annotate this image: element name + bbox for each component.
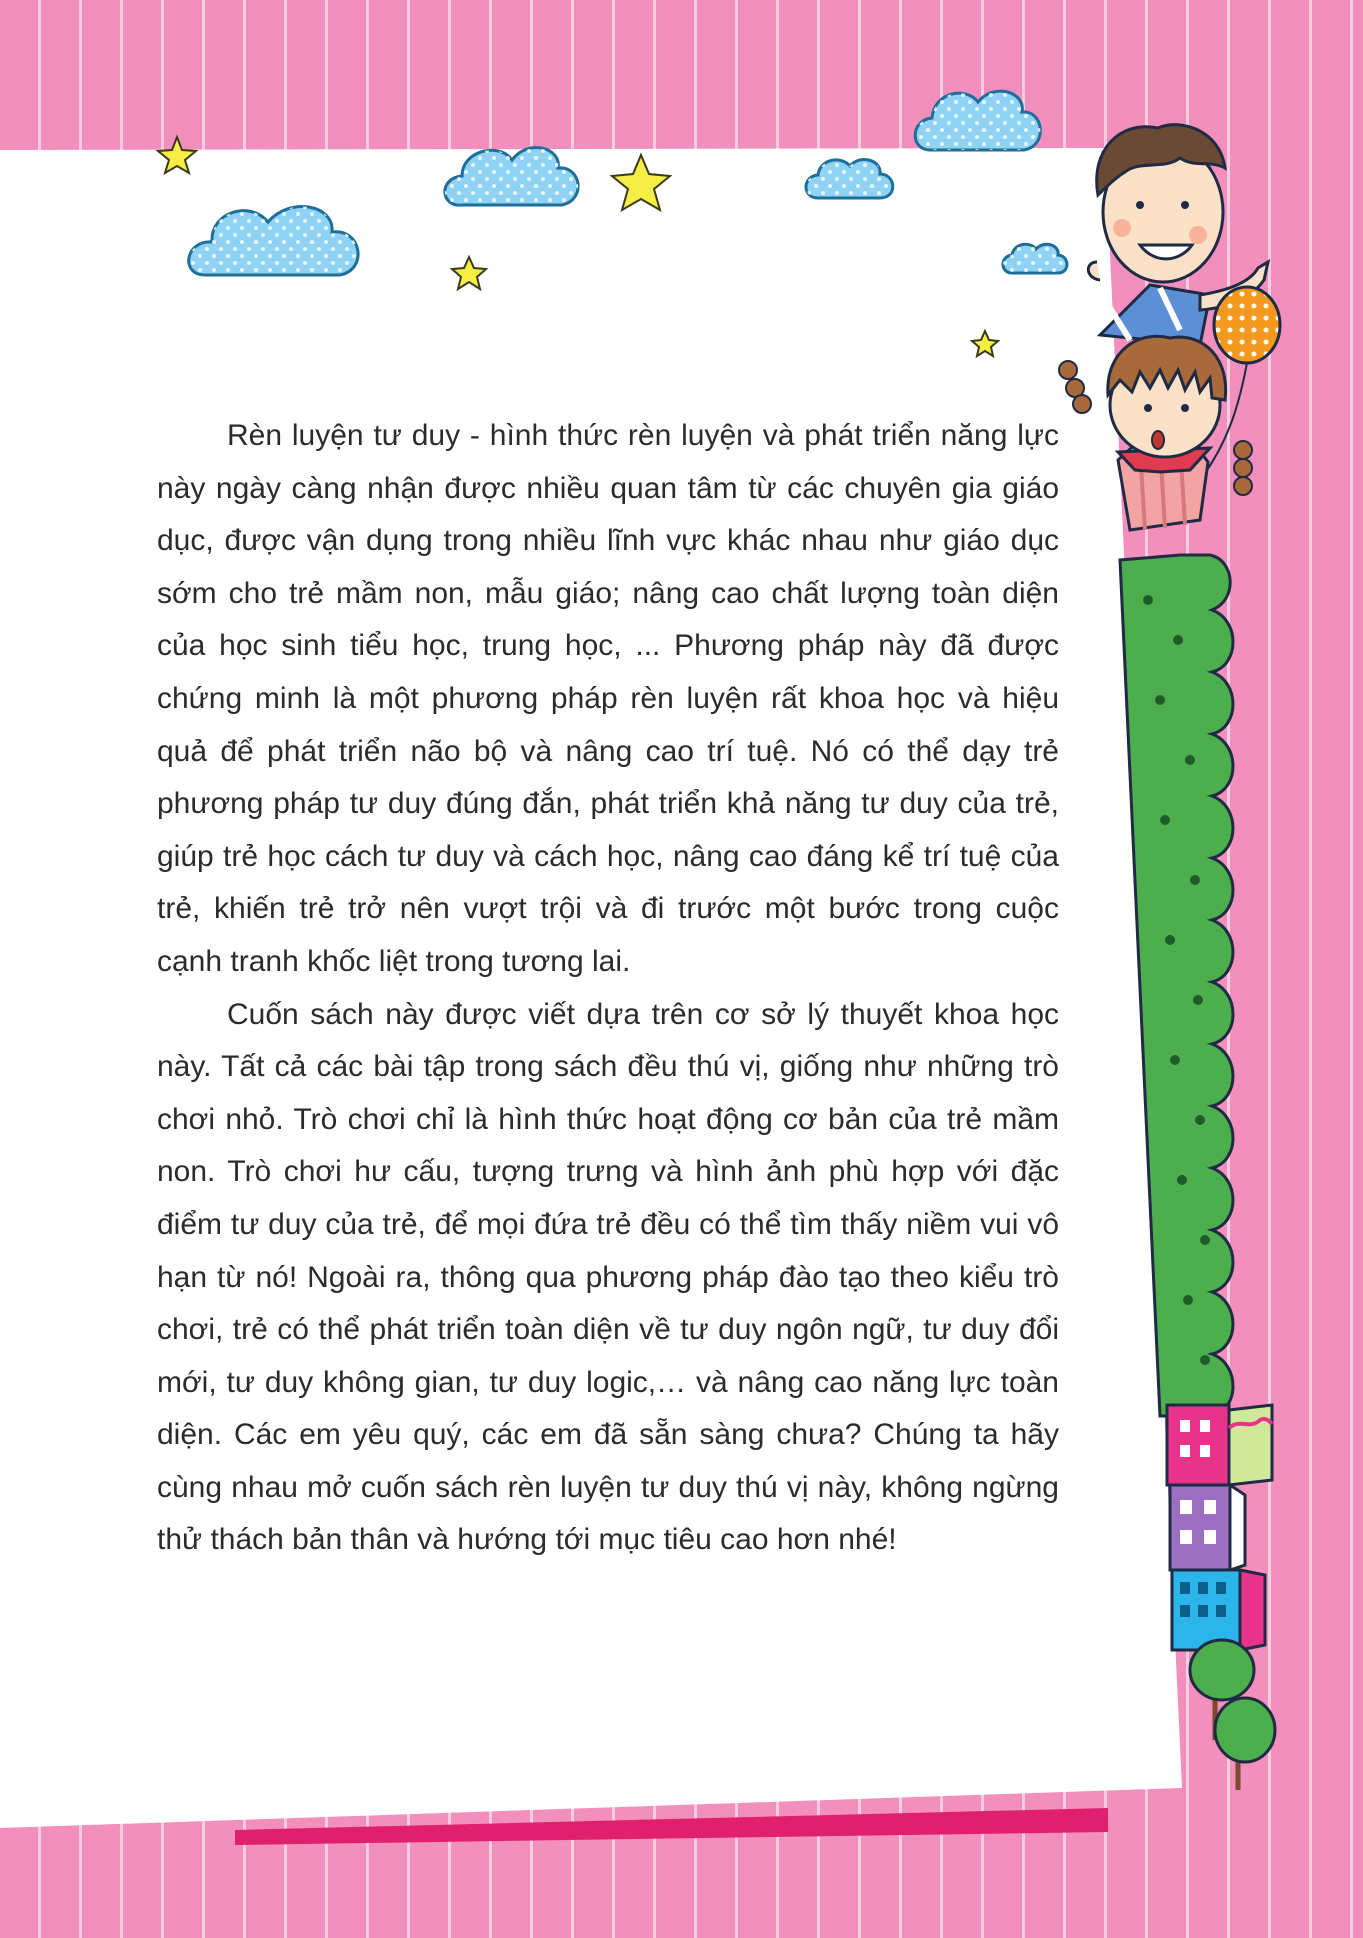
paragraph: Rèn luyện tư duy - hình thức rèn luyện và phát triển năng lực này ngày càng nhận được nhiều quan tâm từ các chuyên gia giáo dục, được vận dụng trong nhiều lĩnh vực khác nhau như giáo dục sớm cho trẻ mầm non, mẫu giáo; nâng cao chất lượng toàn diện của học sinh tiểu học, trung học, ... Phương pháp này đã được chứng minh là một phương pháp rèn luyện rất khoa học và hiệu quả để phát triển não bộ và nâng cao trí tuệ. Nó có thể dạy trẻ phương pháp tư duy đúng đắn, phát triển khả năng tư duy của trẻ, giúp trẻ học cách tư duy và cách học, nâng cao đáng kể trí tuệ của trẻ, khiến trẻ trở nên vượt trội và đi trước một bước trong cuộc cạnh tranh khốc liệt trong tương lai.: [157, 419, 1059, 978]
tree-icon: [1215, 1698, 1275, 1790]
cloud-icon: [915, 91, 1040, 150]
paragraph: Cuốn sách này được viết dựa trên cơ sở lý thuyết khoa học này. Tất cả các bài tập trong sách đều thú vị, giống như những trò chơi nhỏ. Trò chơi chỉ là hình thức hoạt động cơ bản của trẻ mầm non. Trò chơi hư cấu, tượng trưng và hình ảnh phù hợp với đặc điểm tư duy của trẻ, để mọi đứa trẻ đều có thể tìm thấy niềm vui vô hạn từ nó! Ngoài ra, thông qua phương pháp đào tạo theo kiểu trò chơi, trẻ có thể phát triển toàn diện về tư duy ngôn ngữ, tư duy đổi mới, tư duy không gian, tư duy logic,… và nâng cao năng lực toàn diện. Các em yêu quý, các em đã sẵn sàng chưa? Chúng ta hãy cùng nhau mở cuốn sách rèn luyện tư duy thú vị này, không ngừng thử thách bản thân và hướng tới mục tiêu cao hơn nhé!: [157, 997, 1059, 1557]
buildings-decoration: [1167, 1405, 1272, 1650]
intro-text: [157, 410, 1059, 1567]
